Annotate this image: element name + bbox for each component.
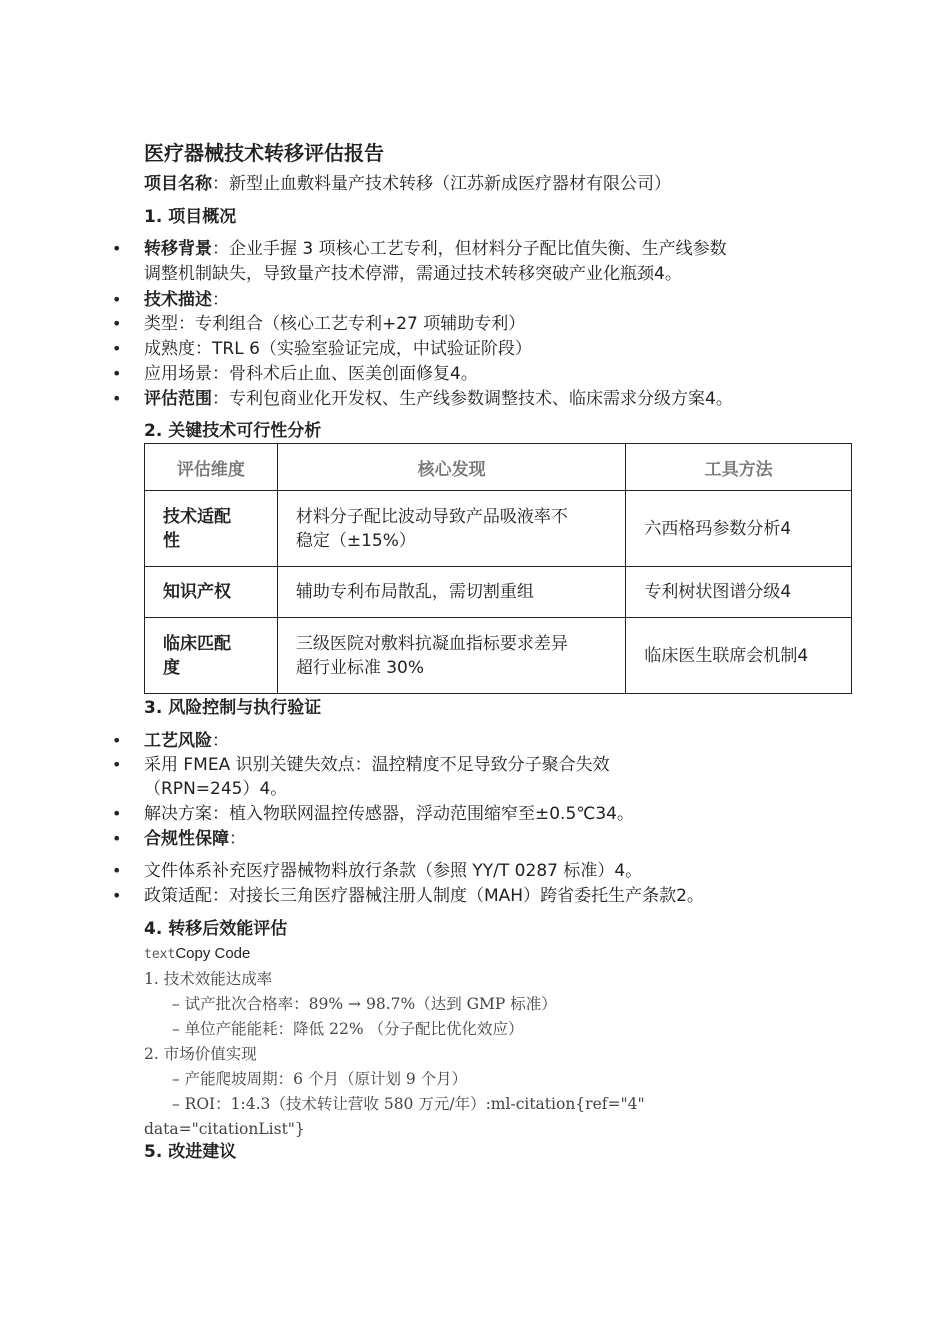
code-line: – ROI：1:4.3（技术转让营收 580 万元/年）:ml-citation{ref="4" bbox=[172, 1095, 645, 1113]
copy-code-button[interactable]: Copy Code bbox=[175, 945, 251, 962]
bullet-icon: • bbox=[112, 886, 122, 905]
bullet-icon: • bbox=[112, 861, 122, 880]
tech-desc-label: 技术描述 bbox=[144, 290, 212, 310]
column-header: 工具方法 bbox=[626, 444, 852, 491]
finding-cell: 三级医院对敷料抗凝血指标要求差异 超行业标准 30% bbox=[277, 618, 626, 694]
finding-cell: 辅助专利布局散乱，需切割重组 bbox=[277, 567, 626, 618]
section-2-heading: 2. 关键技术可行性分析 bbox=[144, 421, 322, 441]
solution-text: 解决方案：植入物联网温控传感器，浮动范围缩窄至±0.5℃34。 bbox=[144, 804, 635, 824]
policy-text: 政策适配：对接长三角医疗器械注册人制度（MAH）跨省委托生产条款2。 bbox=[144, 886, 704, 906]
tech-desc-colon: ： bbox=[212, 290, 229, 310]
code-line: – 试产批次合格率：89% → 98.7%（达到 GMP 标准） bbox=[172, 995, 557, 1013]
method-cell: 临床医生联席会机制4 bbox=[626, 618, 852, 694]
bullet-icon: • bbox=[112, 804, 122, 823]
maturity-text: 成熟度：TRL 6（实验室验证完成，中试验证阶段） bbox=[144, 339, 532, 359]
code-block-header bbox=[144, 944, 250, 962]
fmea-text: 采用 FMEA 识别关键失效点：温控精度不足导致分子聚合失效 bbox=[144, 755, 610, 775]
table-row bbox=[145, 567, 852, 618]
dimension-cell: 技术适配 性 bbox=[145, 491, 278, 567]
section-4-heading: 4. 转移后效能评估 bbox=[144, 919, 288, 939]
background-continuation: 调整机制缺失，导致量产技术停滞，需通过技术转移突破产业化瓶颈4。 bbox=[144, 264, 682, 284]
dimension-cell: 知识产权 bbox=[145, 567, 278, 618]
bullet-icon: • bbox=[112, 389, 122, 408]
code-line: – 产能爬坡周期：6 个月（原计划 9 个月） bbox=[172, 1070, 468, 1088]
bullet-icon: • bbox=[112, 290, 122, 309]
compliance-colon: ： bbox=[229, 829, 246, 849]
background-text: ：企业手握 3 项核心工艺专利，但材料分子配比值失衡、生产线参数 bbox=[212, 239, 727, 259]
scope-text: ：专利包商业化开发权、生产线参数调整技术、临床需求分级方案4。 bbox=[212, 389, 733, 409]
scene-text: 应用场景：骨科术后止血、医美创面修复4。 bbox=[144, 364, 478, 384]
table-row bbox=[145, 491, 852, 567]
section-5-heading: 5. 改进建议 bbox=[144, 1142, 237, 1162]
code-line: 2. 市场价值实现 bbox=[144, 1045, 257, 1063]
method-cell: 专利树状图谱分级4 bbox=[626, 567, 852, 618]
method-cell: 六西格玛参数分析4 bbox=[626, 491, 852, 567]
column-header: 核心发现 bbox=[277, 444, 626, 491]
fmea-continuation: （RPN=245）4。 bbox=[144, 779, 288, 799]
code-line: – 单位产能能耗：降低 22% （分子配比优化效应） bbox=[172, 1020, 524, 1038]
background-label: 转移背景 bbox=[144, 239, 212, 259]
column-header: 评估维度 bbox=[145, 444, 278, 491]
bullet-icon: • bbox=[112, 314, 122, 333]
process-risk-colon: ： bbox=[212, 731, 229, 751]
bullet-icon: • bbox=[112, 239, 122, 258]
project-name-line bbox=[144, 172, 671, 196]
bullet-icon: • bbox=[112, 755, 122, 774]
bullet-icon: • bbox=[112, 731, 122, 750]
bullet-icon: • bbox=[112, 829, 122, 848]
project-name-value: ：新型止血敷料量产技术转移（江苏新成医疗器材有限公司） bbox=[212, 174, 671, 194]
table-row bbox=[145, 618, 852, 694]
section-1-heading: 1. 项目概况 bbox=[144, 207, 237, 227]
compliance-label: 合规性保障 bbox=[144, 829, 229, 849]
bullet-icon: • bbox=[112, 339, 122, 358]
docs-text: 文件体系补充医疗器械物料放行条款（参照 YY/T 0287 标准）4。 bbox=[144, 861, 643, 881]
scope-label: 评估范围 bbox=[144, 389, 212, 409]
bullet-icon: • bbox=[112, 364, 122, 383]
feasibility-table bbox=[144, 443, 852, 694]
table-header-row bbox=[145, 444, 852, 491]
type-text: 类型：专利组合（核心工艺专利+27 项辅助专利） bbox=[144, 314, 526, 334]
process-risk-label: 工艺风险 bbox=[144, 731, 212, 751]
section-3-heading: 3. 风险控制与执行验证 bbox=[144, 698, 322, 718]
finding-cell: 材料分子配比波动导致产品吸液率不 稳定（±15%） bbox=[277, 491, 626, 567]
code-language-label: text bbox=[144, 947, 176, 962]
code-line: data="citationList"} bbox=[144, 1120, 305, 1138]
dimension-cell: 临床匹配 度 bbox=[145, 618, 278, 694]
code-line: 1. 技术效能达成率 bbox=[144, 970, 273, 988]
project-name-label: 项目名称 bbox=[144, 174, 212, 194]
document-title: 医疗器械技术转移评估报告 bbox=[144, 141, 384, 165]
